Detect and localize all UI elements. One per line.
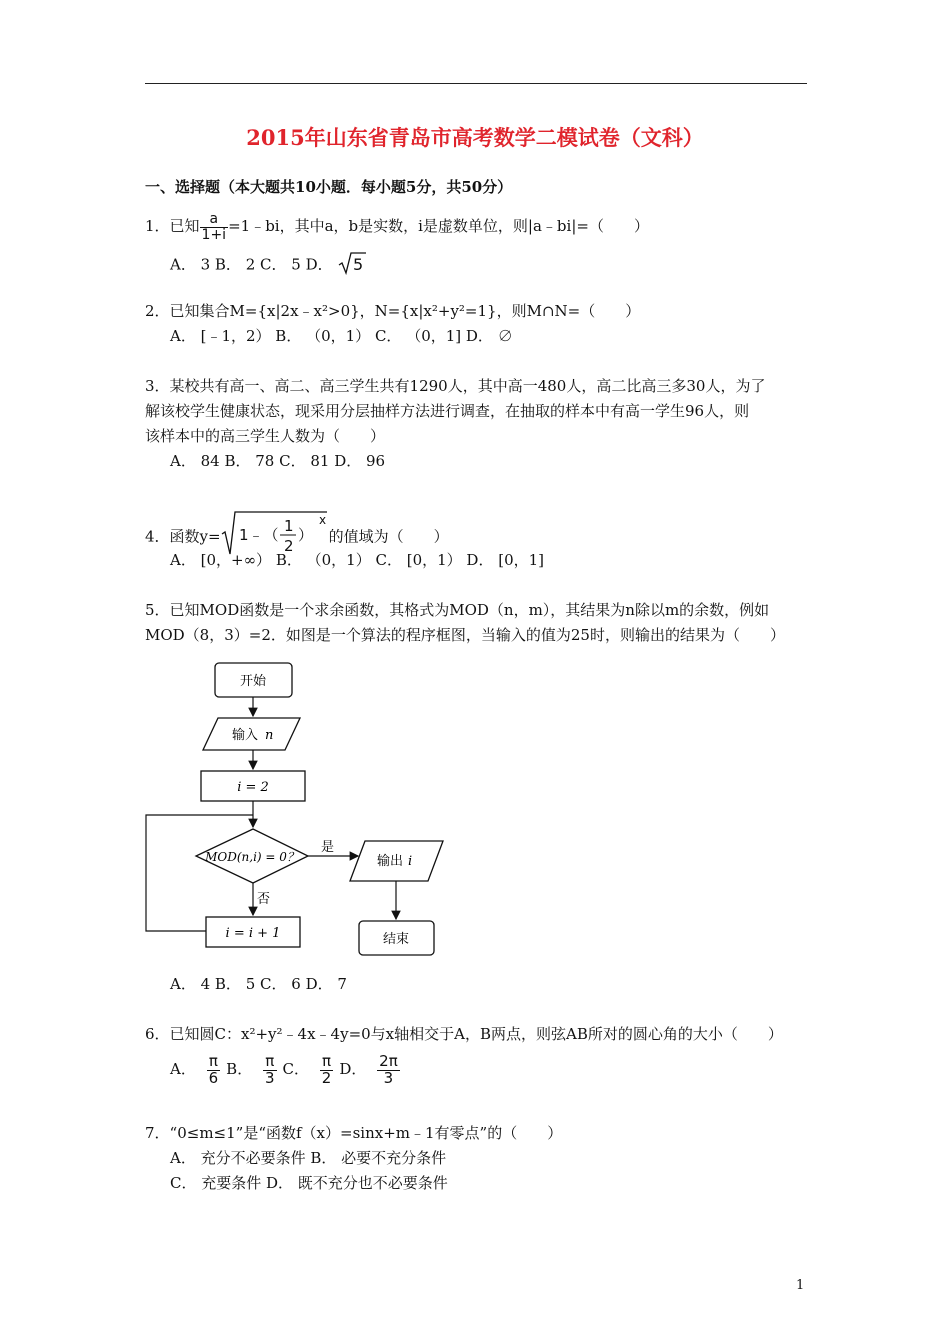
- sqrt-icon: [337, 251, 367, 275]
- q1-prefix: 1．已知: [145, 217, 200, 236]
- flow-end: [359, 921, 434, 955]
- flow-output-var: i: [408, 854, 413, 869]
- q6-opt-c: C．: [282, 1060, 310, 1078]
- flow-input-label: 输入: [231, 728, 259, 743]
- q4-frac-den: 2: [283, 537, 294, 555]
- q2-options: A． [﹣1，2） B． （0，1） C． （0，1] D． ∅: [170, 327, 513, 345]
- q6-opt-d: D．: [339, 1060, 367, 1078]
- q5-options: A． 4 B． 5 C． 6 D． 7: [170, 975, 347, 993]
- flow-input: [203, 718, 300, 750]
- q4-radicand: 1﹣（: [238, 526, 279, 544]
- flowchart: [140, 655, 460, 965]
- q1-options-text: A． 3 B． 2 C． 5 D．: [170, 255, 333, 274]
- question-3-line-2: 解该校学生健康状态，现采用分层抽样方法进行调查，在抽取的样本中有高一学生96人，则: [145, 402, 750, 420]
- q1-options: [170, 251, 367, 280]
- flow-start-label: 开始: [239, 674, 267, 689]
- q6-a-den: 6: [208, 1068, 219, 1087]
- q4-prefix: 4．函数y=: [145, 527, 221, 546]
- q4-close-paren: ）: [297, 526, 313, 544]
- q1-frac-num: a: [200, 212, 229, 228]
- q4-suffix: 的值域为（ ）: [328, 527, 449, 546]
- flow-end-label: 结束: [382, 932, 410, 947]
- q3-options: A． 84 B． 78 C． 81 D． 96: [170, 452, 386, 470]
- q6-d-den: 3: [383, 1068, 394, 1087]
- flow-condition: MOD(n,i) = 0？: [205, 850, 299, 864]
- q6-b-num: π: [263, 1054, 277, 1071]
- flow-output: [350, 841, 443, 881]
- q6-frac-d: [377, 1051, 400, 1087]
- q6-frac-c: [320, 1051, 334, 1087]
- question-7: 7．“0≤m≤1”是“函数f（x）=sinx+m﹣1有零点”的（ ）: [145, 1124, 563, 1142]
- sqrt-symbol: [337, 251, 367, 280]
- q6-options: [170, 1050, 406, 1088]
- flow-output-label: 输出: [376, 854, 404, 869]
- q6-opt-b: B．: [226, 1060, 253, 1078]
- flow-yes-label: 是: [321, 840, 335, 855]
- q6-a-num: π: [207, 1054, 221, 1071]
- flow-no-label: 否: [257, 892, 271, 907]
- q1-suffix: =1﹣bi，其中a，b是实数，i是虚数单位，则|a﹣bi|=（ ）: [228, 217, 649, 236]
- question-3-line-3: 该样本中的高三学生人数为（ ）: [145, 427, 386, 445]
- question-2: 2．已知集合M={x|2x﹣x²>0}，N={x|x²+y²=1}，则M∩N=（ ）: [145, 302, 641, 320]
- q1-frac-den: 1+i: [201, 226, 227, 243]
- q4-frac-num: 1: [283, 517, 294, 535]
- flow-input-var: n: [265, 728, 274, 743]
- question-6: 6．已知圆C：x²+y²﹣4x﹣4y=0与x轴相交于A，B两点，则弦AB所对的圆心角的大小（ ）: [145, 1025, 783, 1043]
- q4-exponent: x: [318, 513, 326, 527]
- q6-c-den: 2: [321, 1068, 332, 1087]
- flow-decision: [196, 829, 308, 883]
- question-3-line-1: 3．某校共有高一、高二、高三学生共有1290人，其中高一480人，高二比高三多30人，为了: [145, 377, 766, 395]
- flow-start: [215, 663, 292, 697]
- question-5-line-2: MOD（8，3）=2．如图是一个算法的程序框图，当输入的值为25时，则输出的结果为（ ）: [145, 626, 785, 644]
- header-rule: [145, 83, 807, 84]
- q6-frac-a: [207, 1051, 221, 1087]
- flow-init: [201, 771, 305, 801]
- q6-opt-a: A．: [170, 1060, 196, 1078]
- flow-increment-label: i = i + 1: [225, 926, 281, 941]
- q6-d-num: 2π: [379, 1051, 398, 1070]
- flow-increment: [206, 917, 300, 947]
- page-number: 1: [796, 1278, 805, 1293]
- q6-frac-b: [263, 1051, 277, 1087]
- q4-options: A． [0，+∞） B． （0，1） C． [0，1） D． [0，1]: [170, 551, 545, 569]
- q6-b-den: 3: [264, 1068, 275, 1087]
- q7-options-2: C． 充要条件 D． 既不充分也不必要条件: [170, 1174, 448, 1192]
- flow-init-label: i = 2: [237, 780, 269, 795]
- q7-options-1: A． 充分不必要条件 B． 必要不充分条件: [170, 1149, 447, 1167]
- question-5-line-1: 5．已知MOD函数是一个求余函数，其格式为MOD（n，m），其结果为n除以m的余数，例如: [145, 601, 770, 619]
- question-1: [145, 212, 649, 242]
- q1-fraction: [200, 212, 229, 242]
- q1-sqrt-value: 5: [353, 255, 364, 274]
- q6-c-num: π: [320, 1054, 334, 1071]
- section-heading: 一、选择题（本大题共10小题．每小题5分，共50分）: [145, 178, 513, 196]
- page-title: 2015年山东省青岛市高考数学二模试卷（文科）: [246, 125, 704, 150]
